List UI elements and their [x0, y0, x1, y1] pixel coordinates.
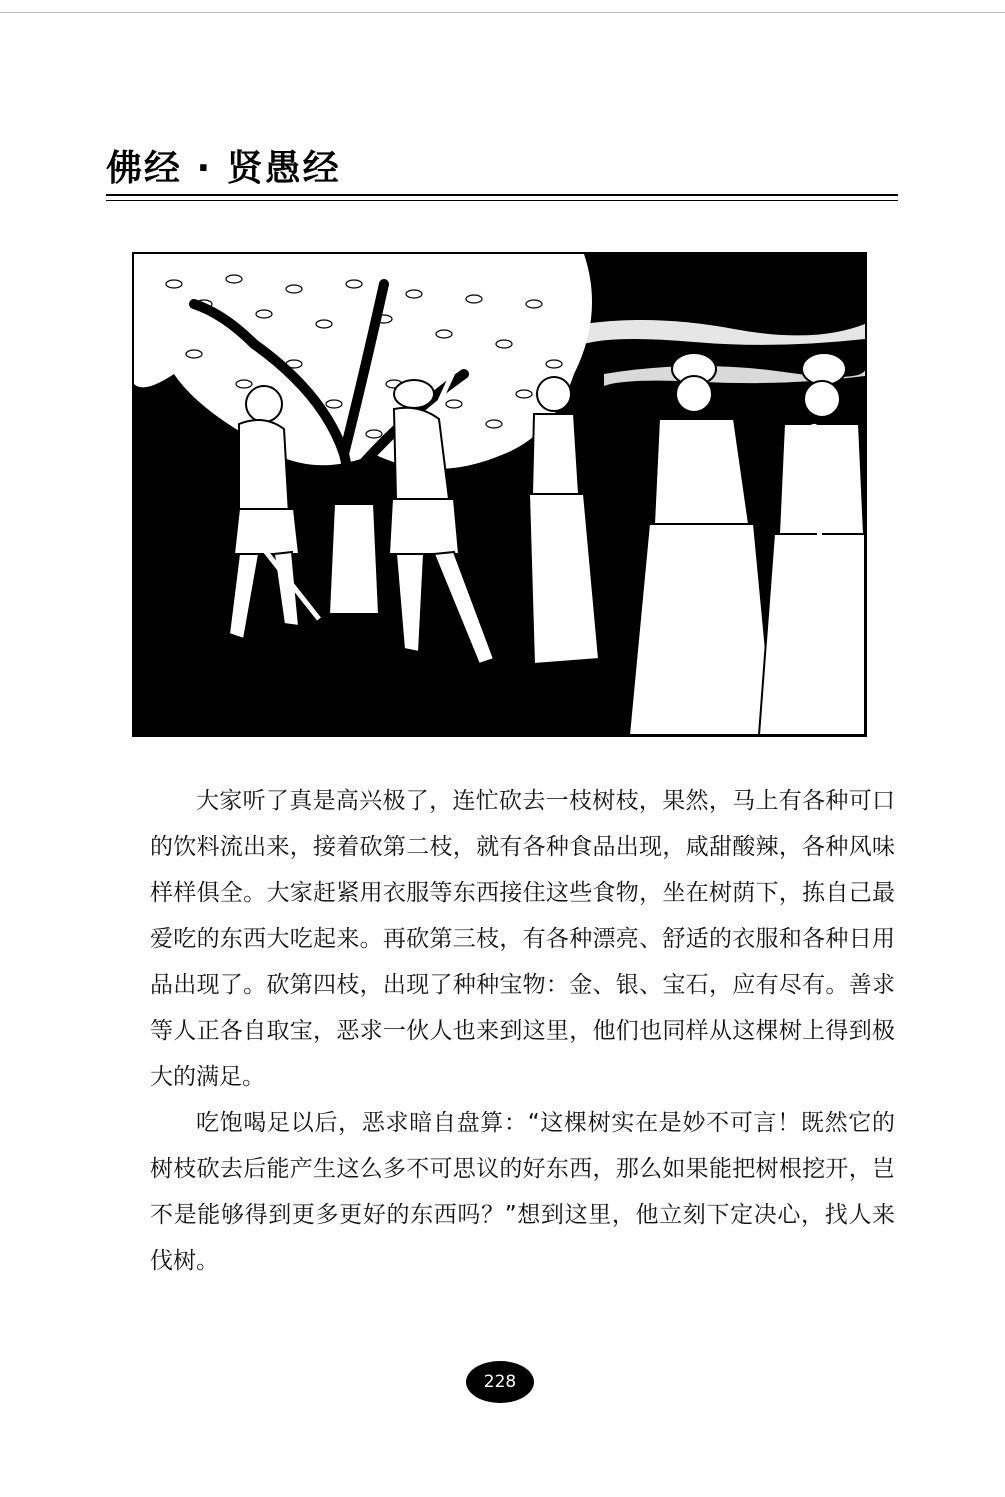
illustration-artwork — [134, 254, 865, 735]
paragraph: 大家听了真是高兴极了，连忙砍去一枝树枝，果然，马上有各种可口的饮料流出来，接着砍第二枝，就有各种食品出现，咸甜酸辣，各种风味样样俱全。大家赶紧用衣服等东西接住这些食物，坐在树荫下，拣自己最爱吃的东西大吃起来。再砍第三枝，有各种漂亮、舒适的衣服和各种日用品出现了。砍第四枝，出现了种种宝物：金、银、宝石，应有尽有。善求等人正各自取宝，恶求一伙人也来到这里，他们也同样从这棵树上得到极大的满足。 — [150, 788, 895, 1090]
page-title: 佛经 · 贤愚经 — [106, 148, 341, 189]
body-text — [150, 778, 895, 1284]
illustration — [132, 252, 867, 737]
header-divider-thick — [106, 194, 898, 196]
header-divider-thin — [106, 200, 898, 201]
page-number-badge — [466, 1361, 534, 1403]
page-number: 228 — [483, 1372, 517, 1392]
paragraph: 吃饱喝足以后，恶求暗自盘算：“这棵树实在是妙不可言！既然它的树枝砍去后能产生这么多不可思议的好东西，那么如果能把树根挖开，岂不是能够得到更多更好的东西吗？”想到这里，他立刻下定决心，找人来伐树。 — [150, 1110, 895, 1274]
scan-top-rule — [0, 12, 1005, 13]
